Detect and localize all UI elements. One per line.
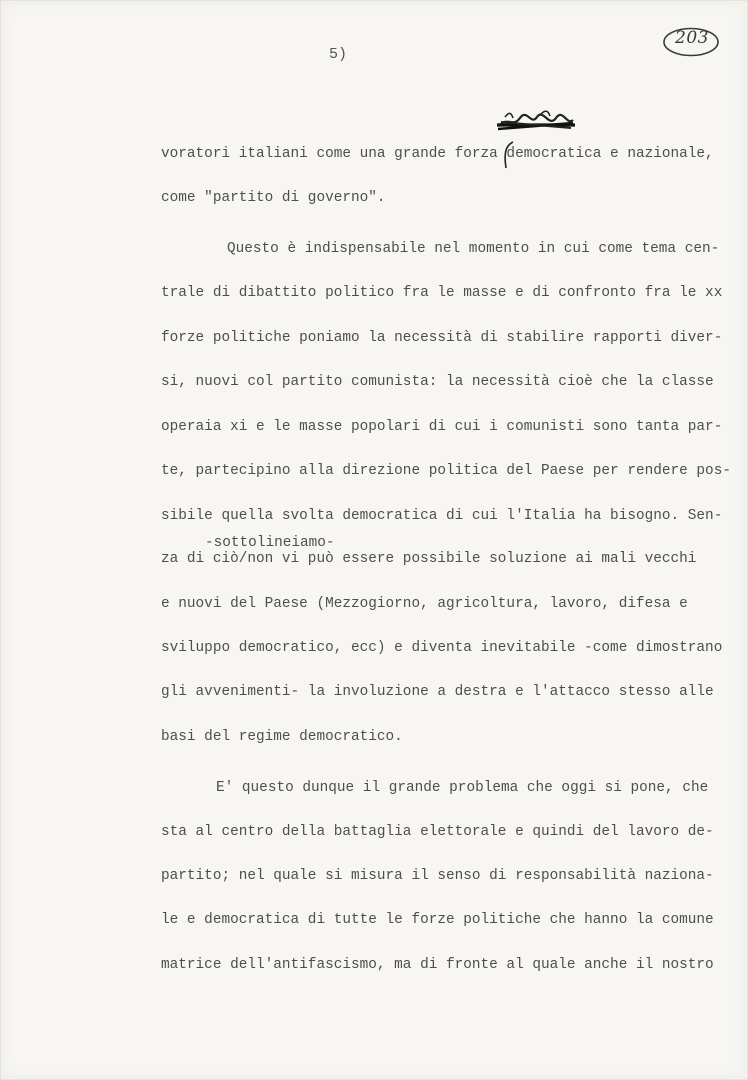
- text-line: e nuovi del Paese (Mezzogiorno, agricoltura, lavoro, difesa e: [161, 596, 688, 612]
- interlinear-insertion: -sottolineiamo-: [205, 535, 335, 551]
- paragraph-start-line: Questo è indispensabile nel momento in cui come tema cen-: [227, 241, 720, 257]
- paragraph-start-line: E' questo dunque il grande problema che oggi si pone, che: [216, 780, 709, 796]
- text-line: matrice dell'antifascismo, ma di fronte al quale anche il nostro: [161, 957, 714, 973]
- folio-stamp-number: 203: [675, 28, 709, 48]
- text-line: basi del regime democratico.: [161, 729, 403, 745]
- page-number: 5): [329, 46, 348, 63]
- text-line: sviluppo democratico, ecc) e diventa inevitabile -come dimostrano: [161, 640, 723, 656]
- text-line: trale di dibattito politico fra le masse e di confronto fra le xx: [161, 285, 723, 301]
- text-line: sibile quella svolta democratica di cui l'Italia ha bisogno. Sen-: [161, 508, 723, 524]
- text-line: te, partecipino alla direzione politica del Paese per rendere pos-: [161, 463, 731, 479]
- text-line: gli avvenimenti- la involuzione a destra e l'attacco stesso alle: [161, 684, 714, 700]
- text-line: forze politiche poniamo la necessità di stabilire rapporti diver-: [161, 330, 723, 346]
- text-line: le e democratica di tutte le forze politiche che hanno la comune: [161, 912, 714, 928]
- text-line: partito; nel quale si misura il senso di responsabilità naziona-: [161, 868, 714, 884]
- struck-out-handwriting: [493, 108, 579, 138]
- text-line: operaia xi e le masse popolari di cui i comunisti sono tanta par-: [161, 419, 723, 435]
- text-line: za di ciò/non vi può essere possibile soluzione ai mali vecchi: [161, 551, 697, 567]
- text-line: voratori italiani come una grande forza democratica e nazionale,: [161, 146, 714, 162]
- text-line: come "partito di governo".: [161, 190, 386, 206]
- text-line: si, nuovi col partito comunista: la necessità cioè che la classe: [161, 374, 714, 390]
- text-line: sta al centro della battaglia elettorale e quindi del lavoro de-: [161, 824, 714, 840]
